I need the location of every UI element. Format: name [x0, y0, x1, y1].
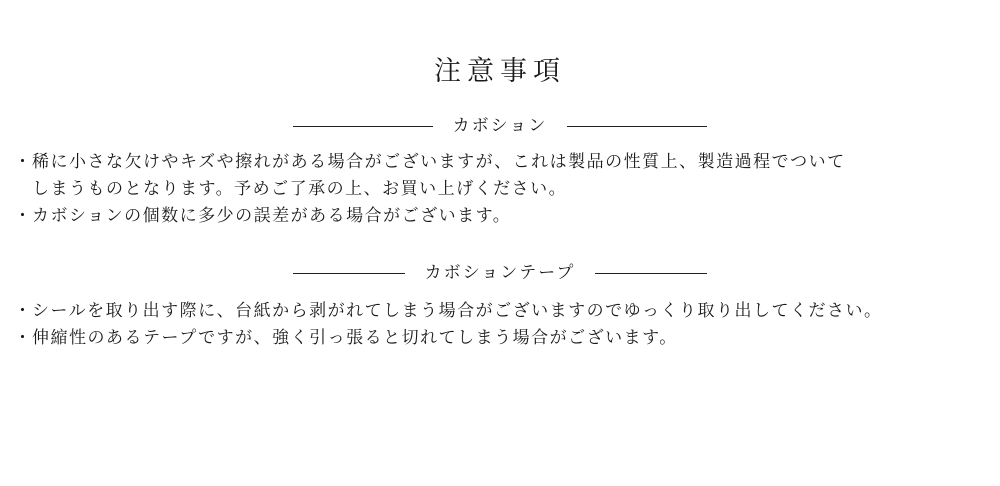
- list-item: [14, 325, 994, 352]
- bullet-mark: ・: [14, 328, 33, 348]
- bullet-mark: ・: [14, 152, 33, 172]
- list-item: [14, 149, 994, 203]
- section-heading-cabochon: [0, 115, 1000, 137]
- note-text-line: しまうものとなります。予めご了承の上、お買い上げください。: [32, 179, 568, 199]
- note-text-line: シールを取り出す際に、台紙から剥がれてしまう場合がございますのでゆっくり取り出してください。: [32, 301, 883, 321]
- heading-rule-left: [293, 126, 433, 127]
- note-text-line: 稀に小さな欠けやキズや擦れがある場合がございますが、これは製品の性質上、製造過程でついて: [32, 152, 846, 172]
- bullet-mark: ・: [14, 301, 33, 321]
- heading-rule-right: [595, 273, 707, 274]
- cabochon-tape-notes-list: [14, 298, 994, 352]
- note-text-line: カボションの個数に多少の誤差がある場合がございます。: [32, 206, 512, 226]
- list-item: [14, 298, 994, 325]
- section-heading-cabochon-tape: [0, 262, 1000, 284]
- note-text-line: 伸縮性のあるテープですが、強く引っ張ると切れてしまう場合がございます。: [32, 328, 678, 348]
- bullet-mark: ・: [14, 206, 33, 226]
- section-heading-label: カボションテープ: [424, 263, 576, 283]
- cabochon-notes-list: [14, 149, 994, 230]
- heading-rule-right: [567, 126, 707, 127]
- heading-rule-left: [293, 273, 405, 274]
- list-item: [14, 203, 994, 230]
- section-heading-label: カボション: [452, 116, 548, 136]
- page-title: 注意事項: [434, 56, 566, 87]
